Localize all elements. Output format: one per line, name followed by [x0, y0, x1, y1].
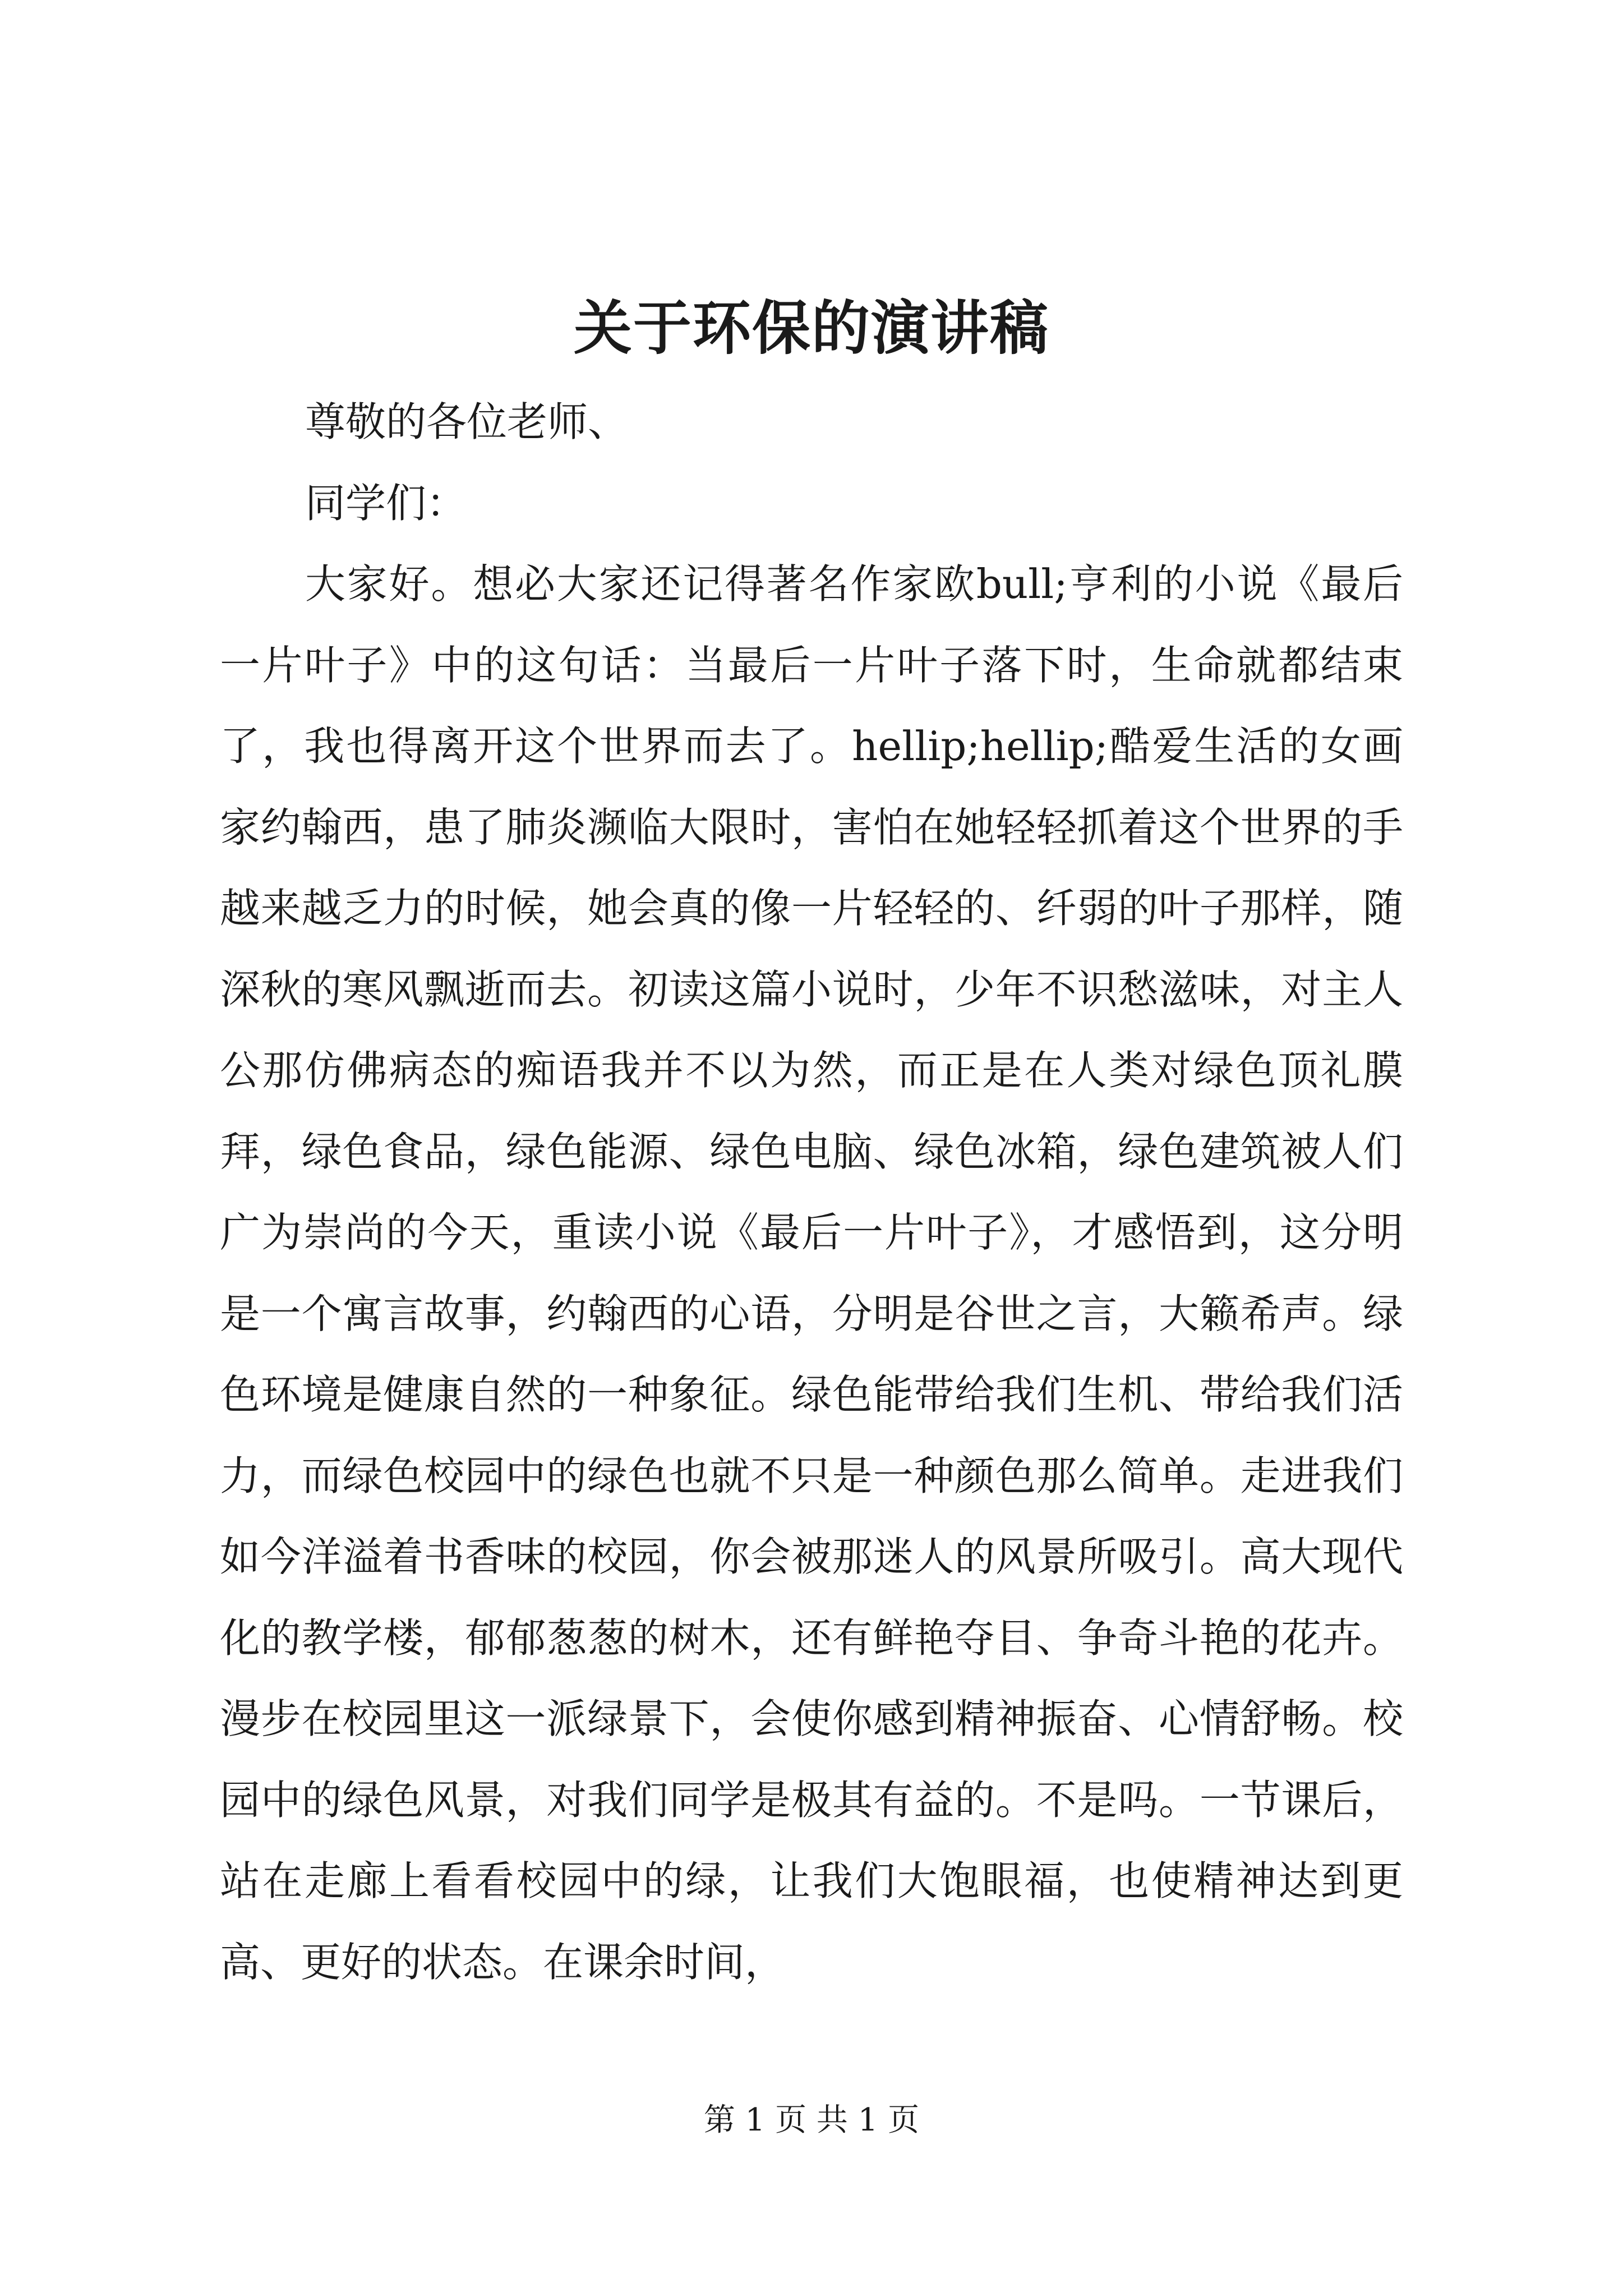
document-body	[220, 381, 1403, 2003]
page-title: 关于环保的演讲稿	[573, 293, 1049, 362]
salutation-line-2: 同学们：	[305, 479, 467, 527]
salutation-line-1: 尊敬的各位老师、	[305, 398, 629, 445]
page-footer: 第 1 页 共 1 页	[703, 2102, 920, 2138]
body-paragraph: 大家好。想必大家还记得著名作家欧bull;亨利的小说《最后一片叶子》中的这句话：当最后一片叶子落下时，生命就都结束了，我也得离开这个世界而去了。hellip;hellip;酷爱生活的女画家约翰西，患了肺炎濒临大限时，害怕在她轻轻抓着这个世界的手越来越乏力的时候，她会真的像一片轻轻的、纤弱的叶子那样，随深秋的寒风飘逝而去。初读这篇小说时，少年不识愁滋味，对主人公那仿佛病态的痴语我并不以为然，而正是在人类对绿色顶礼膜拜，绿色食品，绿色能源、绿色电脑、绿色冰箱，绿色建筑被人们广为崇尚的今天，重读小说《最后一片叶子》，才感悟到，这分明是一个寓言故事，约翰西的心语，分明是谷世之言，大籁希声。绿色环境是健康自然的一种象征。绿色能带给我们生机、带给我们活力，而绿色校园中的绿色也就不只是一种颜色那么简单。走进我们如今洋溢着书香味的校园，你会被那迷人的风景所吸引。高大现代化的教学楼，郁郁葱葱的树木，还有鲜艳夺目、争奇斗艳的花卉。漫步在校园里这一派绿景下，会使你感到精神振奋、心情舒畅。校园中的绿色风景，对我们同学是极其有益的。不是吗。一节课后，站在走廊上看看校园中的绿，让我们大饱眼福，也使精神达到更高、更好的状态。在课余时间，	[220, 560, 1403, 1986]
